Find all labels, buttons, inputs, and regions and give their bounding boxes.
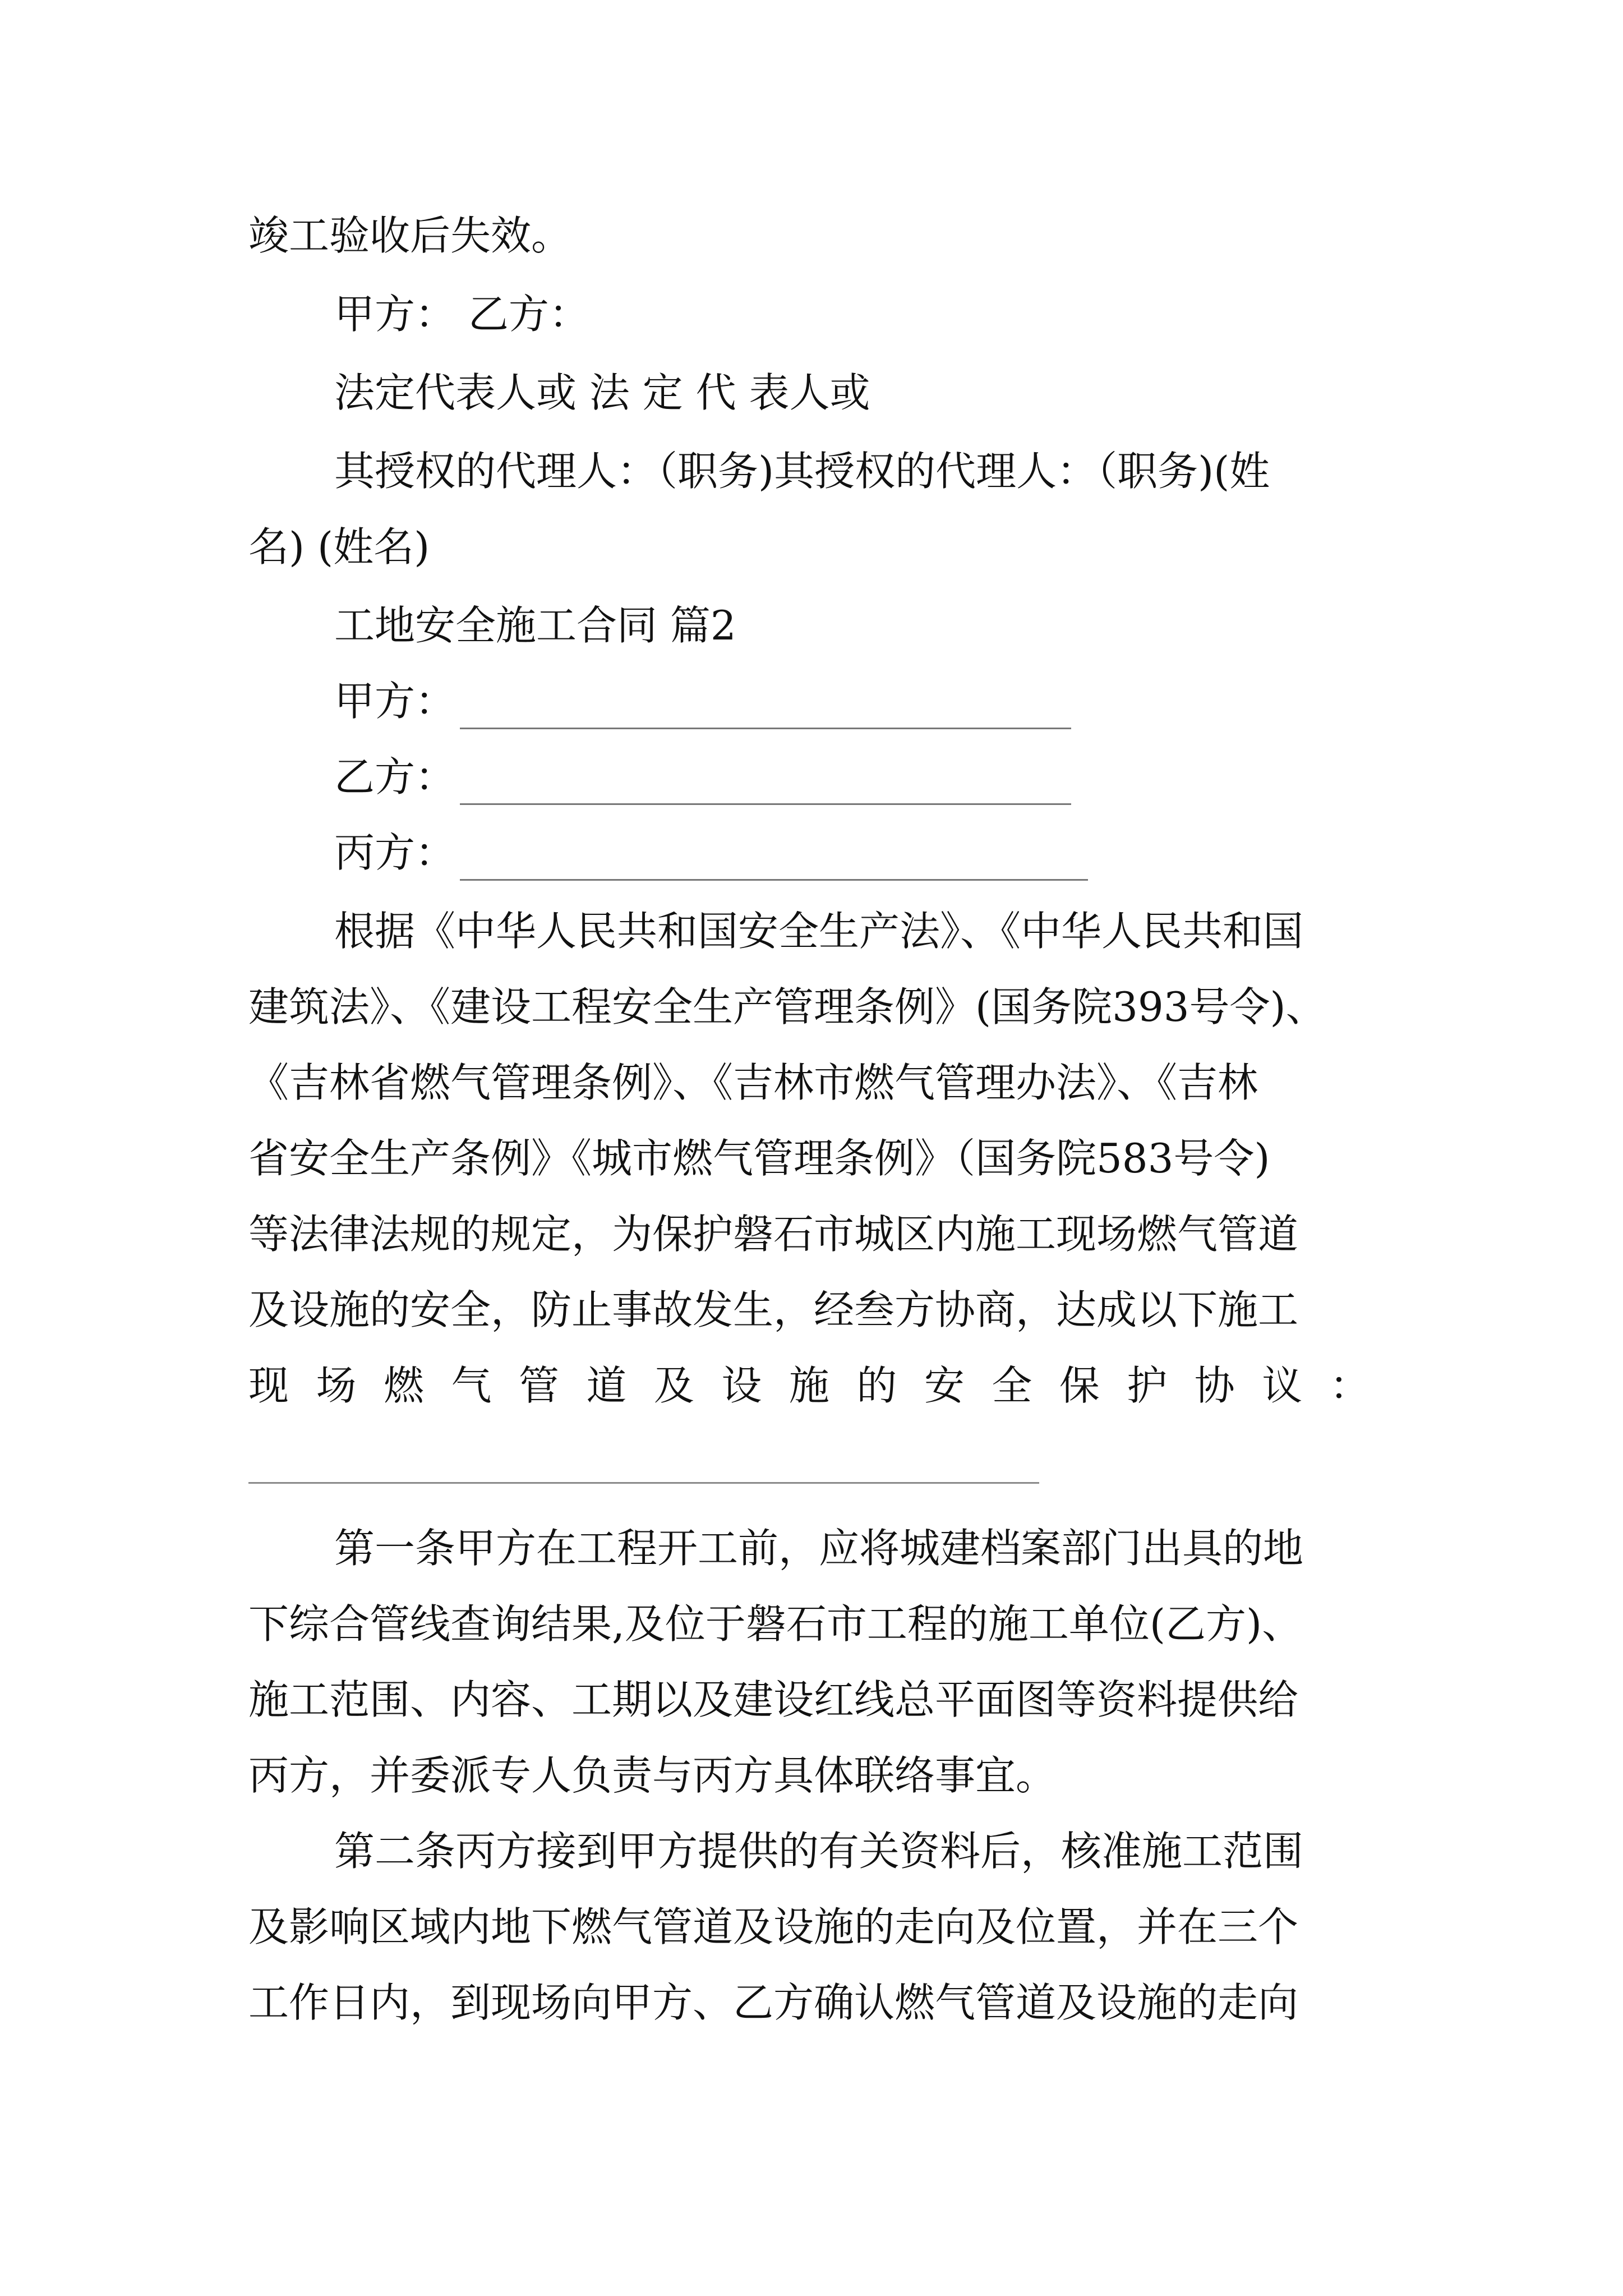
text-line: 及设施的安全，防止事故发生，经叁方协商，达成以下施工	[248, 1286, 1299, 1333]
spaced-char: 的	[856, 1362, 897, 1409]
text-line: 下综合管线查询结果,及位于磐石市工程的施工单位(乙方)、	[248, 1600, 1303, 1648]
spaced-char: 场	[316, 1362, 357, 1409]
text-line: 竣工验收后失效。	[248, 212, 572, 259]
party-c-blank	[460, 842, 1088, 881]
party-b-label: 乙方：	[334, 753, 456, 800]
spaced-char: 管	[518, 1362, 559, 1409]
spaced-char: 护	[1127, 1362, 1168, 1409]
spaced-char: 安	[924, 1362, 965, 1409]
spaced-char: 道	[586, 1362, 627, 1409]
section-title: 工地安全施工合同 篇2	[334, 602, 736, 649]
spaced-char: 现	[248, 1362, 289, 1409]
spaced-line	[248, 1358, 1370, 1414]
spaced-char: 协	[1194, 1362, 1235, 1409]
spaced-char: 议	[1262, 1362, 1303, 1409]
spaced-char: 保	[1059, 1362, 1100, 1409]
text-line: 丙方，并委派专人负责与丙方具体联络事宜。	[248, 1752, 1057, 1799]
text-line: 工作日内，到现场向甲方、乙方确认燃气管道及设施的走向	[248, 1979, 1299, 2026]
party-b-row	[334, 749, 1071, 805]
text-line: 《吉林省燃气管理条例》、《吉林市燃气管理办法》、《吉林	[248, 1059, 1258, 1106]
party-a-row	[334, 673, 1071, 729]
party-c-label: 丙方：	[334, 829, 456, 876]
text-line: 及影响区域内地下燃气管道及设施的走向及位置，并在三个	[248, 1903, 1299, 1950]
spaced-char: 及	[653, 1362, 694, 1409]
spaced-char: ：	[1329, 1362, 1370, 1409]
name-line: 名) (姓名)	[248, 523, 430, 570]
text-line: 建筑法》、《建设工程安全生产管理条例》(国务院393号令)、	[248, 983, 1326, 1030]
party-a-blank	[460, 691, 1071, 729]
text-line: 等法律法规的规定，为保护磐石市城区内施工现场燃气管道	[248, 1211, 1299, 1258]
spaced-char: 施	[789, 1362, 829, 1409]
party-b-blank	[460, 766, 1071, 805]
party-labels: 甲方： 乙方：	[334, 291, 589, 338]
text-line: 省安全生产条例》《城市燃气管理条例》（国务院583号令)	[248, 1135, 1270, 1182]
party-a-label: 甲方：	[334, 678, 456, 725]
party-c-row	[334, 825, 1088, 881]
representative-line: 法定代表人或 法 定 代 表人或	[334, 369, 870, 416]
spaced-char: 燃	[383, 1362, 424, 1409]
spaced-char: 全	[992, 1362, 1032, 1409]
text-line: 施工范围、内容、工期以及建设红线总平面图等资料提供给	[248, 1676, 1299, 1723]
spaced-char: 气	[451, 1362, 492, 1409]
article-2-line: 第二条丙方接到甲方提供的有关资料后，核准施工范围	[334, 1828, 1304, 1875]
spaced-char: 设	[721, 1362, 762, 1409]
blank-line	[248, 1482, 1039, 1484]
article-1-line: 第一条甲方在工程开工前，应将城建档案部门出具的地	[334, 1525, 1304, 1572]
agent-line: 其授权的代理人：（职务)其授权的代理人：（职务)(姓	[334, 448, 1270, 495]
text-line: 根据《中华人民共和国安全生产法》、《中华人民共和国	[334, 908, 1304, 955]
